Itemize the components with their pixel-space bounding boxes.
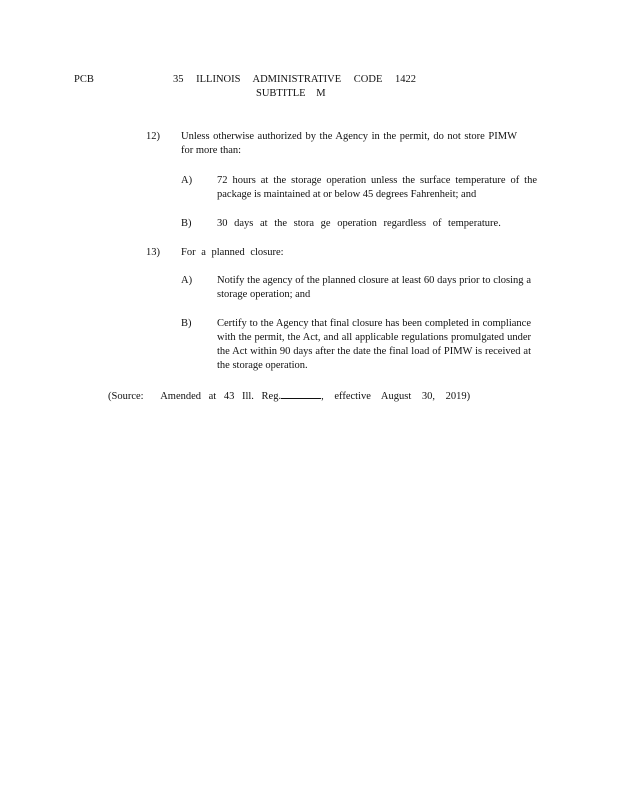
subitem-letter: B) — [181, 218, 192, 229]
subitem-letter: A) — [181, 175, 193, 186]
item-text: Unless otherwise authorized by the Agency in the permit, do not store PIMW for more than: — [181, 131, 517, 156]
item-text: For a planned closure: — [181, 247, 284, 258]
subitem-text: 72 hours at the storage operation unless the surface temperature of the package is maintained at or below 45 degrees Fahrenheit; and — [217, 175, 537, 200]
source-amended: Amended at 43 Ill. Reg. — [160, 391, 282, 402]
subitem-letter: B) — [181, 318, 192, 329]
source-prefix: (Source: — [108, 391, 144, 402]
subitem-text: Notify the agency of the planned closure at least 60 days prior to closing a storage operation; and — [217, 275, 531, 300]
header-subtitle: SUBTITLE M — [256, 88, 326, 99]
subitem-text: Certify to the Agency that final closure has been completed in compliance with the permit, the Act, and all applicable regulations promulgated under the Act within 90 days after the date the final load of PIMW is received at the storage operation. — [217, 318, 531, 371]
header-title: 35 ILLINOIS ADMINISTRATIVE CODE 1422 — [173, 74, 416, 85]
source-note — [108, 388, 470, 404]
item-number: 12) — [146, 131, 160, 142]
subitem-text: 30 days at the stora ge operation regardless of temperature. — [217, 218, 501, 229]
blank-line — [281, 388, 321, 399]
header-left: PCB — [74, 74, 94, 85]
item-number: 13) — [146, 247, 160, 258]
subitem-letter: A) — [181, 275, 193, 286]
source-suffix: , effective August 30, 2019) — [321, 391, 471, 402]
